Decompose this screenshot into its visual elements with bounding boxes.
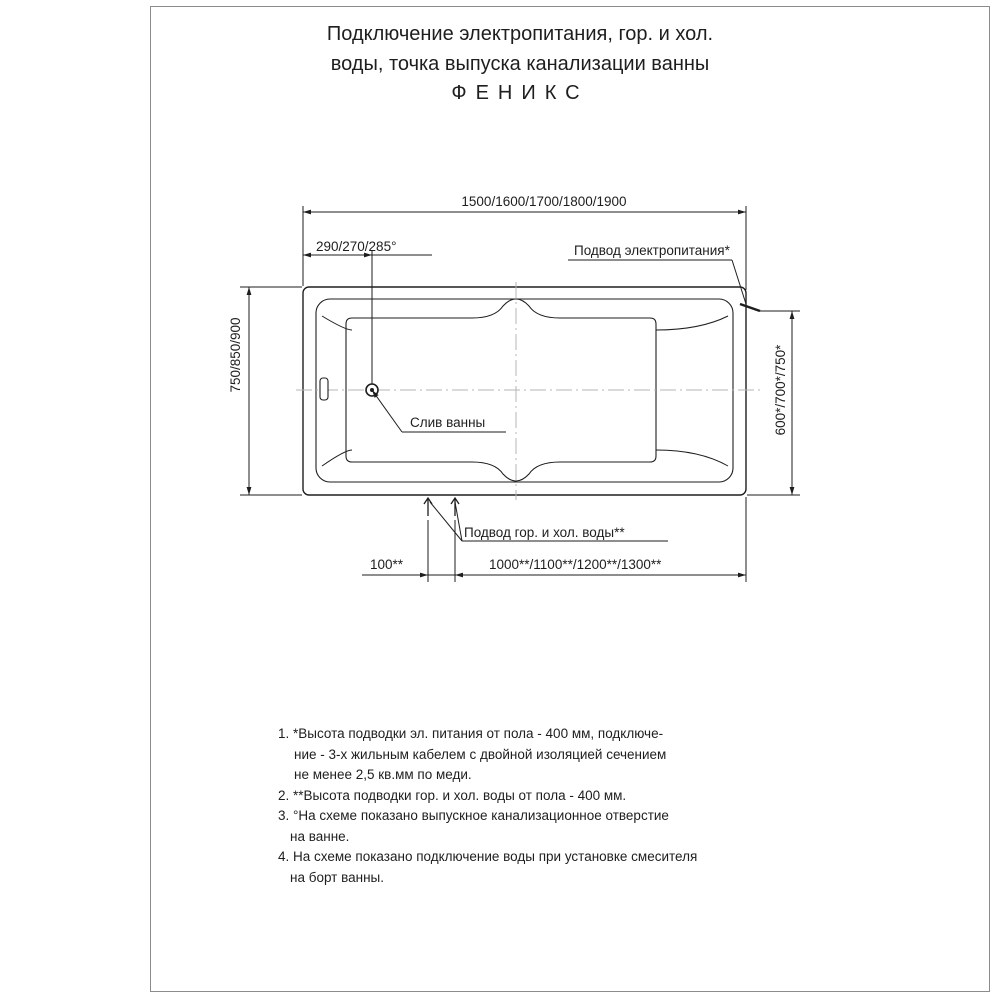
- note-2: 2. **Высота подводки гор. и хол. воды от пола - 400 мм.: [278, 787, 627, 803]
- note-1-line-1: 1. *Высота подводки эл. питания от пола - 400 мм, подключе-: [278, 726, 664, 741]
- title-model-name: ФЕНИКС: [451, 82, 589, 104]
- right-backrest-curve: [656, 316, 728, 466]
- note-3-line-2: на ванне.: [290, 828, 350, 844]
- label-power-supply: Подвод электропитания*: [574, 243, 730, 258]
- overflow-fitting: [320, 378, 328, 400]
- dimension-water-distance-text: 1000**/1100**/1200**/1300**: [489, 557, 662, 572]
- dimension-width: [240, 287, 302, 495]
- leader-power: [568, 260, 746, 304]
- note-4-line-1: 4. На схеме показано подключение воды при установке смесителя: [278, 849, 698, 864]
- dimension-drain-offset: [303, 250, 432, 384]
- dimension-width-text: 750/850/900: [228, 317, 243, 393]
- dimension-length-text: 1500/1600/1700/1800/1900: [461, 194, 627, 209]
- power-connector-symbol: [740, 304, 760, 311]
- dimension-water-offset-text: 100**: [370, 557, 404, 572]
- note-3-line-1: 3. °На схеме показано выпускное канализационное отверстие: [278, 808, 669, 823]
- title-line-2: воды, точка выпуска канализации ванны: [330, 53, 710, 75]
- label-water-supply: Подвод гор. и хол. воды**: [464, 525, 625, 540]
- note-1-line-3: не менее 2,5 кв.мм по меди.: [294, 767, 472, 782]
- label-drain: Слив ванны: [410, 415, 486, 430]
- water-connection-symbols: [424, 498, 459, 516]
- note-4-line-2: на борт ванны.: [290, 869, 384, 885]
- note-1-line-2: ние - 3-х жильным кабелем с двойной изоляцией сечением: [294, 746, 667, 762]
- notes-block: [278, 724, 858, 888]
- dimension-power-height-text: 600*/700*/750*: [773, 344, 788, 436]
- title-line-1: Подключение электропитания, гор. и хол.: [326, 23, 714, 45]
- dimension-drain-offset-text: 290/270/285°: [316, 239, 397, 254]
